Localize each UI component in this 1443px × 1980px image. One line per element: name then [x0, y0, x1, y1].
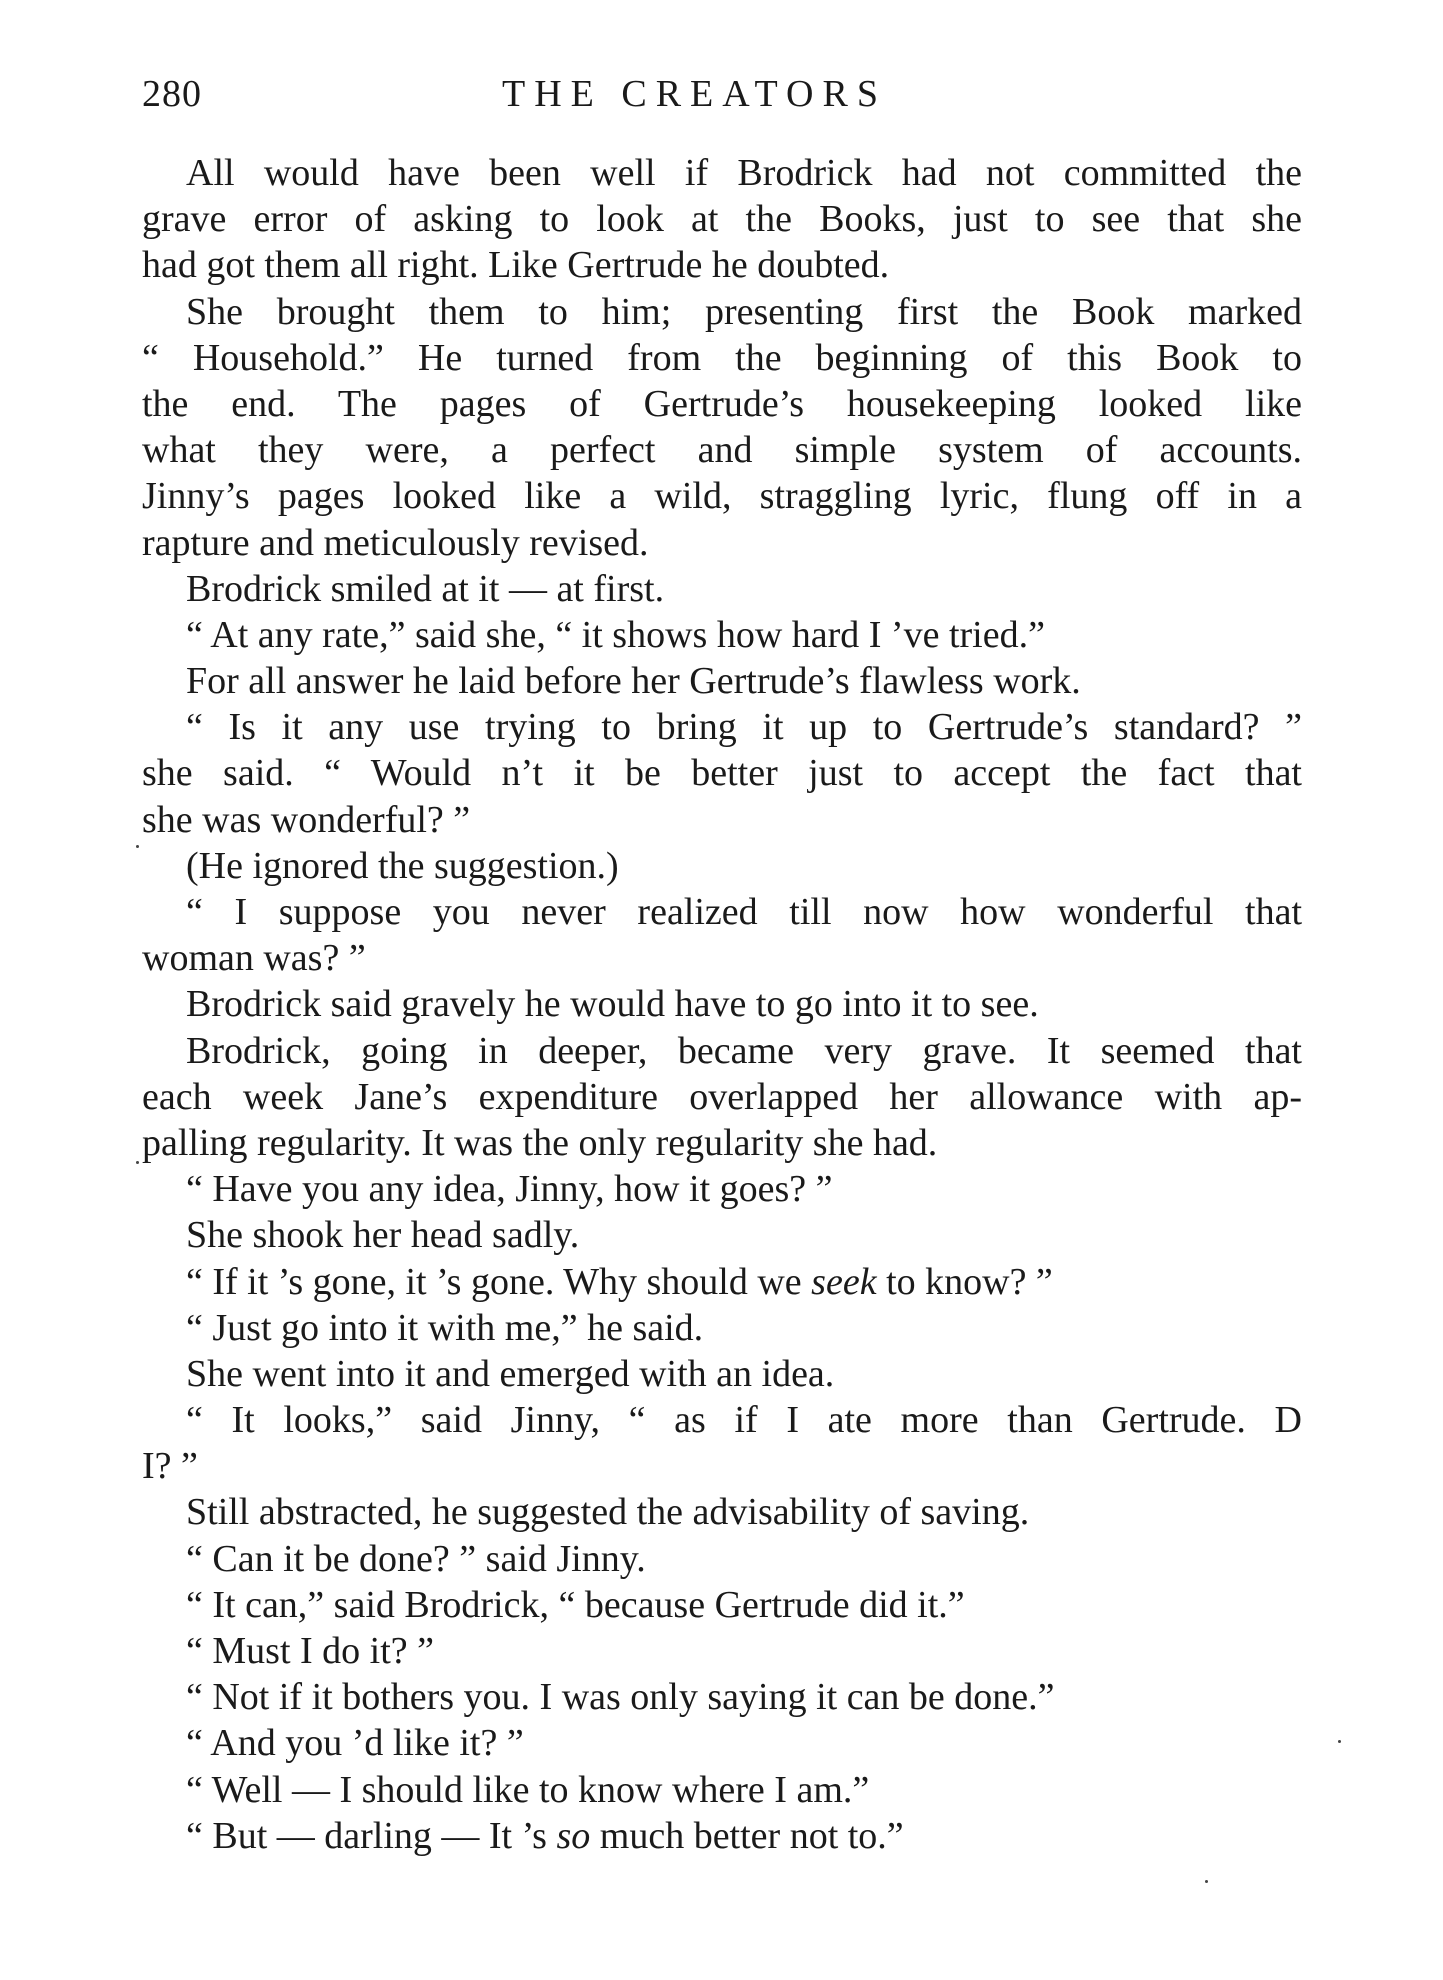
text-line — [142, 1628, 1302, 1674]
running-header — [142, 72, 1302, 132]
text-line — [142, 1767, 1302, 1813]
text-line — [142, 1813, 1302, 1859]
scan-speck — [1205, 1880, 1208, 1883]
text-line — [142, 566, 1302, 612]
text-line-content: “ Can it be done? ” said Jinny. — [186, 1537, 646, 1580]
text-line-content: grave error of asking to look at the Books, just to see that she — [142, 198, 1302, 241]
text-line-content: woman was? ” — [142, 937, 366, 980]
text-line-content: “ Just go into it with me,” he said. — [186, 1306, 704, 1349]
text-line-content: “ And you ’d like it? ” — [186, 1722, 524, 1765]
text-line-content: “ Have you any idea, Jinny, how it goes? ” — [186, 1168, 833, 1211]
text-line-content: “ It looks,” said Jinny, “ as if I ate more than Gertrude. D — [186, 1399, 1302, 1442]
text-line — [142, 843, 1302, 889]
text-line-content: “ If it ’s gone, it ’s gone. Why should we — [186, 1260, 812, 1303]
text-line-content: rapture and meticulously revised. — [142, 521, 649, 564]
text-line — [142, 658, 1302, 704]
text-line-content: I? ” — [142, 1445, 198, 1488]
text-line-content: much better not to.” — [590, 1814, 904, 1857]
body-text — [142, 150, 1302, 1859]
text-line-content: Still abstracted, he suggested the advisability of saving. — [186, 1491, 1030, 1534]
text-line — [142, 473, 1302, 519]
scan-speck — [1338, 1740, 1341, 1743]
page-number: 280 — [142, 73, 202, 115]
text-line — [142, 242, 1302, 288]
italic-word: so — [556, 1814, 591, 1857]
text-line-content: palling regularity. It was the only regularity she had. — [142, 1121, 938, 1164]
text-line — [142, 797, 1302, 843]
text-line-content: “ But — darling — It ’s — [186, 1814, 557, 1857]
text-line — [142, 1397, 1302, 1443]
text-line — [142, 150, 1302, 196]
text-line — [142, 289, 1302, 335]
text-line-content: She shook her head sadly. — [186, 1214, 580, 1257]
text-line — [142, 1536, 1302, 1582]
running-title: THE CREATORS — [502, 73, 887, 115]
text-line-content: She brought them to him; presenting first the Book marked — [186, 290, 1302, 333]
text-line — [142, 750, 1302, 796]
text-line-content: “ Not if it bothers you. I was only saying it can be done.” — [186, 1676, 1055, 1719]
text-line — [142, 1305, 1302, 1351]
text-line-content: she said. “ Would n’t it be better just to accept the fact that — [142, 752, 1302, 795]
text-line-content: to know? ” — [876, 1260, 1053, 1303]
text-line-content: each week Jane’s expenditure overlapped her allowance with ap- — [142, 1075, 1302, 1118]
italic-word: seek — [811, 1260, 877, 1303]
text-line — [142, 335, 1302, 381]
text-line — [142, 1259, 1302, 1305]
text-line — [142, 196, 1302, 242]
text-line — [142, 1028, 1302, 1074]
text-line-content: Brodrick said gravely he would have to go into it to see. — [186, 983, 1039, 1026]
text-line-content: had got them all right. Like Gertrude he doubted. — [142, 244, 890, 287]
text-line-content: Jinny’s pages looked like a wild, straggling lyric, flung off in a — [142, 475, 1302, 518]
text-line — [142, 520, 1302, 566]
text-line-content: the end. The pages of Gertrude’s housekeeping looked like — [142, 382, 1302, 425]
text-line — [142, 612, 1302, 658]
text-line-content: “ Well — I should like to know where I am.” — [186, 1768, 870, 1811]
text-line — [142, 889, 1302, 935]
text-line-content: “ Must I do it? ” — [186, 1630, 435, 1672]
text-line — [142, 427, 1302, 473]
text-line — [142, 1582, 1302, 1628]
text-line-content: “ It can,” said Brodrick, “ because Gertrude did it.” — [186, 1583, 965, 1626]
scan-speck — [136, 845, 139, 848]
text-line — [142, 1720, 1302, 1766]
text-line — [142, 704, 1302, 750]
text-line-content: For all answer he laid before her Gertrude’s flawless work. — [186, 660, 1081, 703]
text-line — [142, 935, 1302, 981]
text-line-content: “ At any rate,” said she, “ it shows how hard I ’ve tried.” — [186, 613, 1045, 656]
text-line-content: “ I suppose you never realized till now how wonderful that — [186, 891, 1302, 933]
text-line-content: Brodrick smiled at it — at first. — [186, 567, 665, 610]
text-line — [142, 1489, 1302, 1535]
text-line-content: “ Is it any use trying to bring it up to Gertrude’s standard? ” — [186, 706, 1302, 749]
text-line-content: (He ignored the suggestion.) — [186, 844, 619, 887]
text-line-content: All would have been well if Brodrick had not committed the — [186, 152, 1302, 194]
text-line-content: She went into it and emerged with an idea. — [186, 1352, 835, 1395]
text-line — [142, 1443, 1302, 1489]
text-line-content: Brodrick, going in deeper, became very grave. It seemed that — [186, 1029, 1302, 1072]
text-line — [142, 1074, 1302, 1120]
text-line-content: “ Household.” He turned from the beginning of this Book to — [142, 336, 1302, 379]
text-line-content: what they were, a perfect and simple system of accounts. — [142, 429, 1302, 472]
text-line — [142, 1120, 1302, 1166]
text-line — [142, 1674, 1302, 1720]
text-line — [142, 981, 1302, 1027]
text-line — [142, 1351, 1302, 1397]
text-line-content: she was wonderful? ” — [142, 798, 471, 841]
text-line — [142, 1212, 1302, 1258]
text-line — [142, 1166, 1302, 1212]
scan-speck — [136, 1161, 139, 1164]
text-line — [142, 381, 1302, 427]
